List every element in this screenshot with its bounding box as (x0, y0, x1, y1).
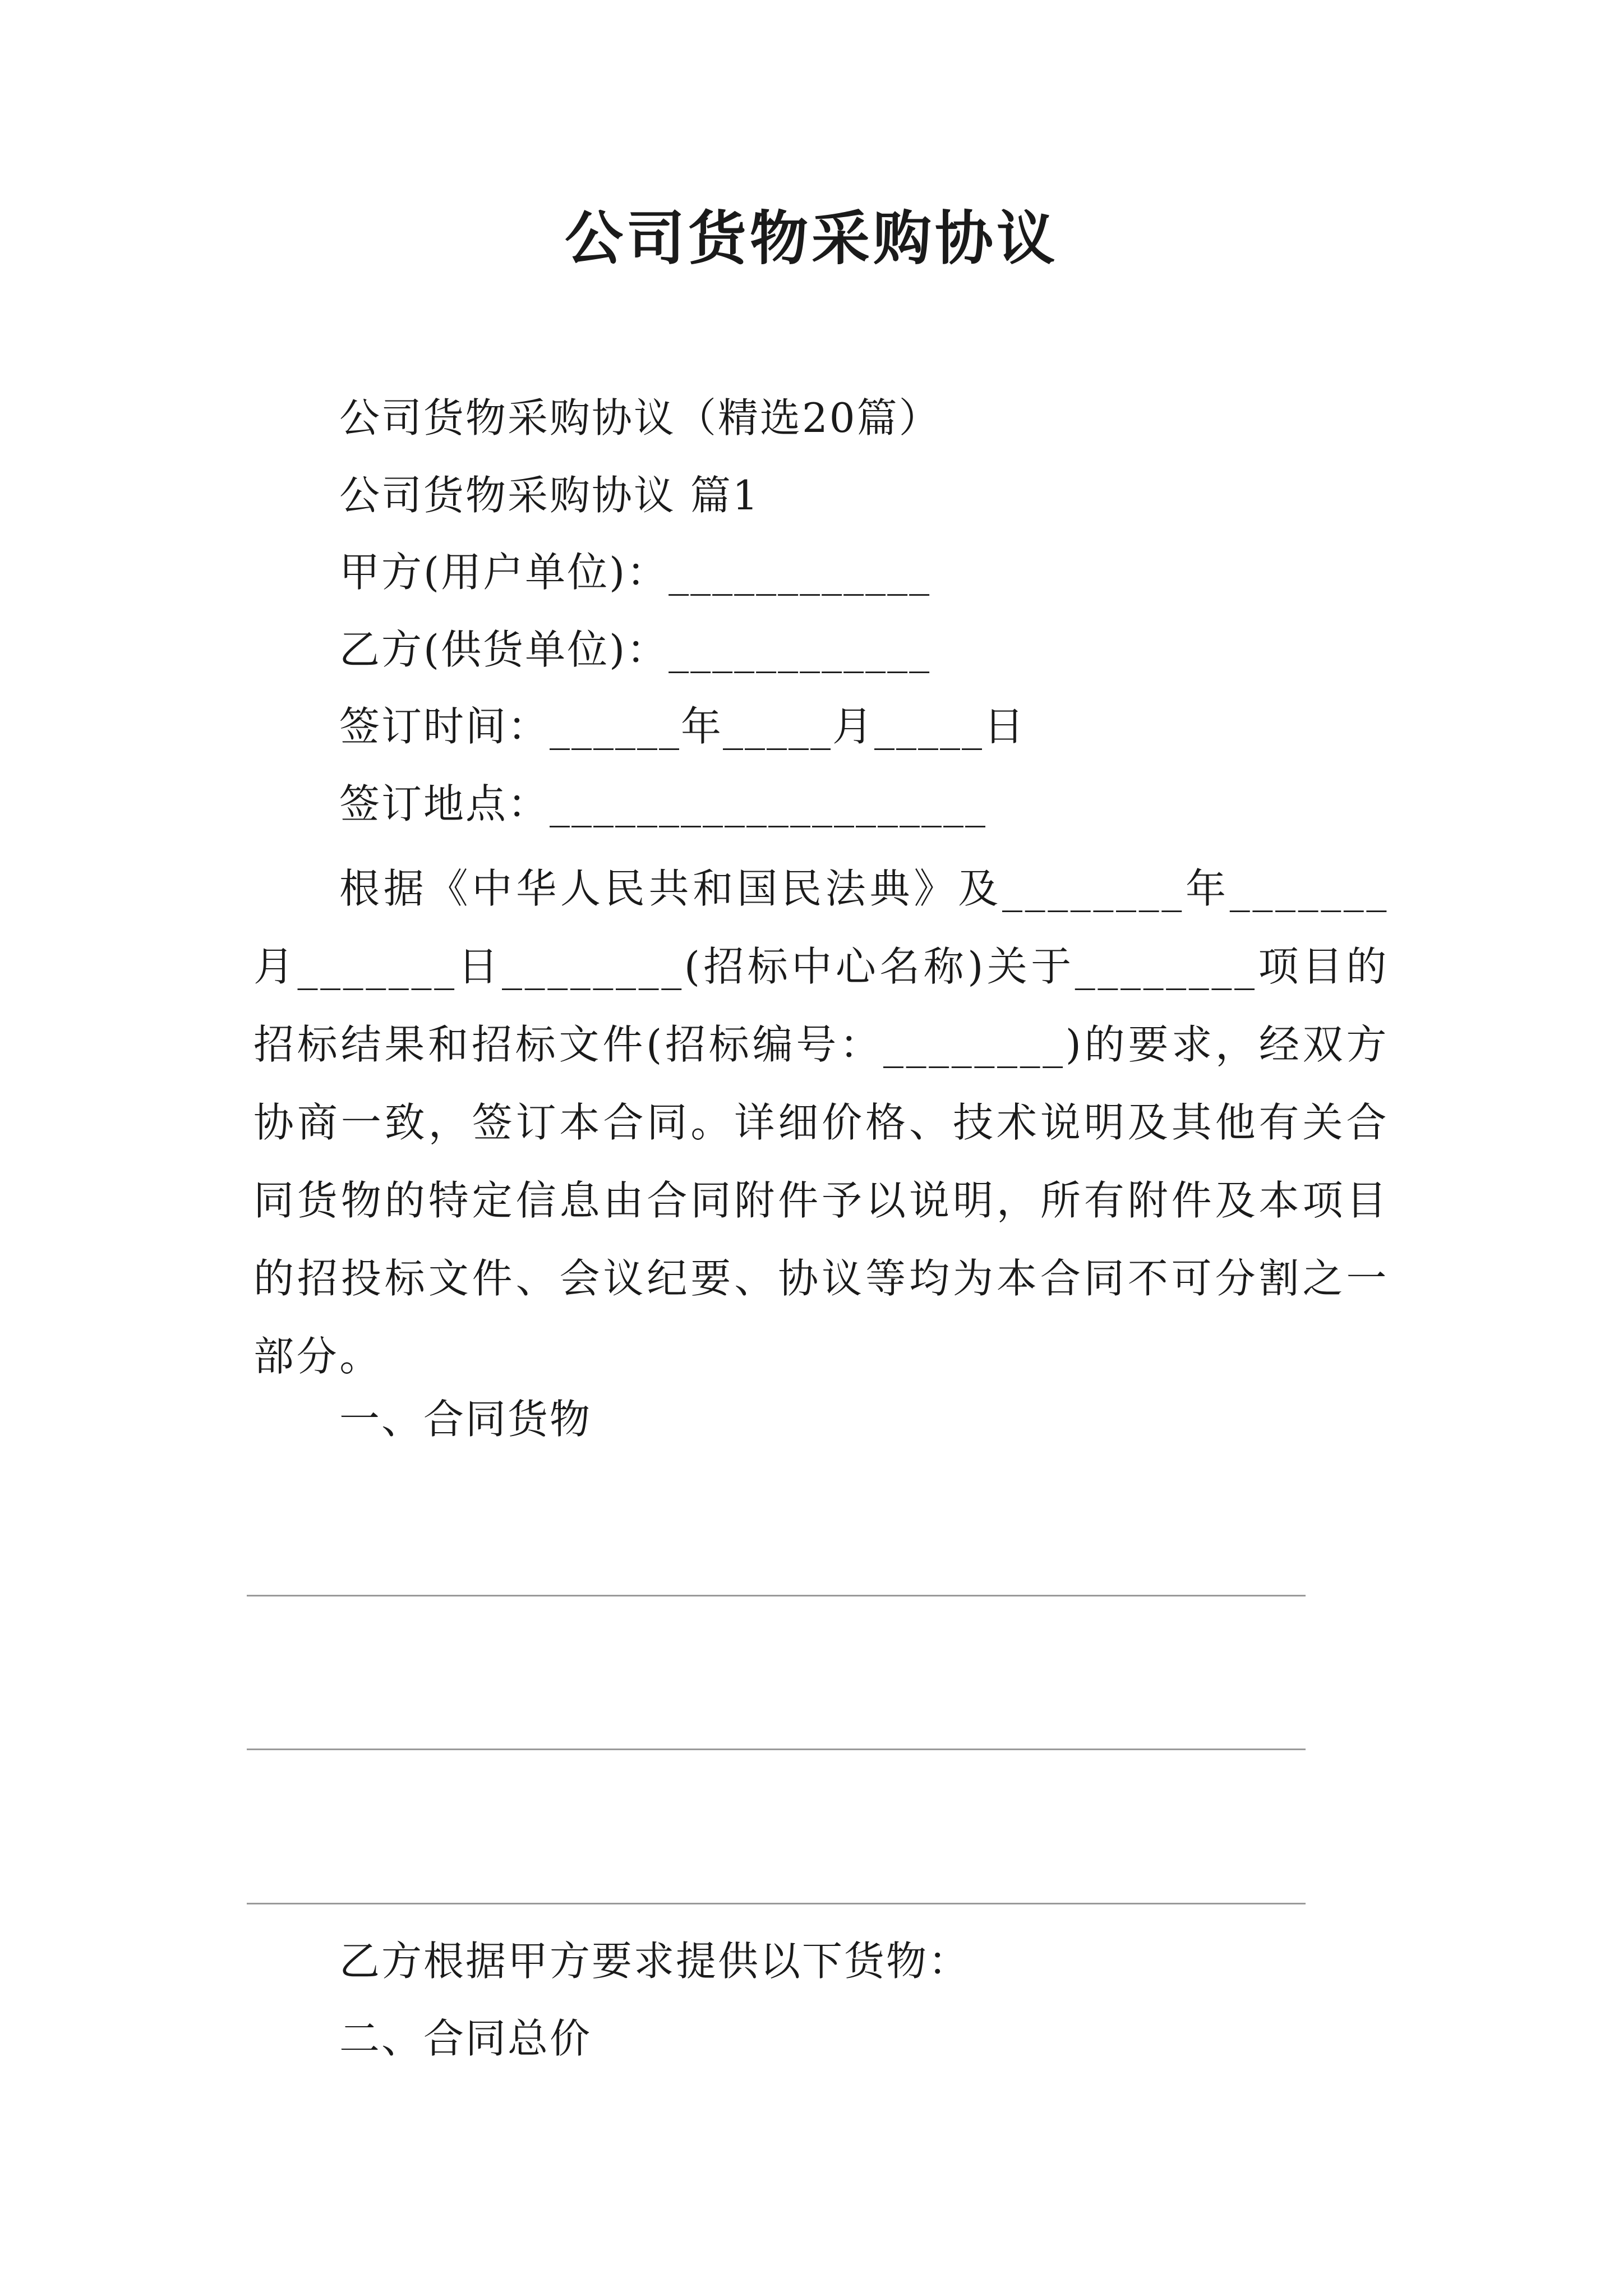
goods-statement: 乙方根据甲方要求提供以下货物： (339, 1938, 971, 1985)
document-subtitle: 公司货物采购协议（精选20篇） (339, 394, 941, 441)
blank-line (247, 1749, 1306, 1750)
blank-line (247, 1903, 1306, 1904)
sign-place-field: 签订地点：____________________ (339, 780, 988, 827)
section-heading: 公司货物采购协议 篇1 (339, 472, 760, 519)
sign-time-field: 签订时间：______年_____月_____日 (339, 703, 1026, 750)
party-a-field: 甲方(用户单位)：____________ (339, 549, 932, 596)
blank-line (247, 1595, 1306, 1596)
clause-1-heading: 一、合同货物 (339, 1396, 592, 1443)
intro-paragraph: 根据《中华人民共和国民法典》及________年_______月_______日________(招标中心名称)关于________项目的招标结果和招标文件(招标编号：________)的要求，经双方协商一致，签订本合同。详细价格、技术说明及其他有关合同货物的特定信息由合同附件予以说明，所有附件及本项目的招投标文件、会议纪要、协议等均为本合同不可分割之一部分。 (253, 865, 1389, 1380)
party-b-field: 乙方(供货单位)：____________ (339, 626, 932, 673)
clause-2-heading: 二、合同总价 (339, 2015, 592, 2062)
document-title: 公司货物采购协议 (564, 204, 1058, 273)
